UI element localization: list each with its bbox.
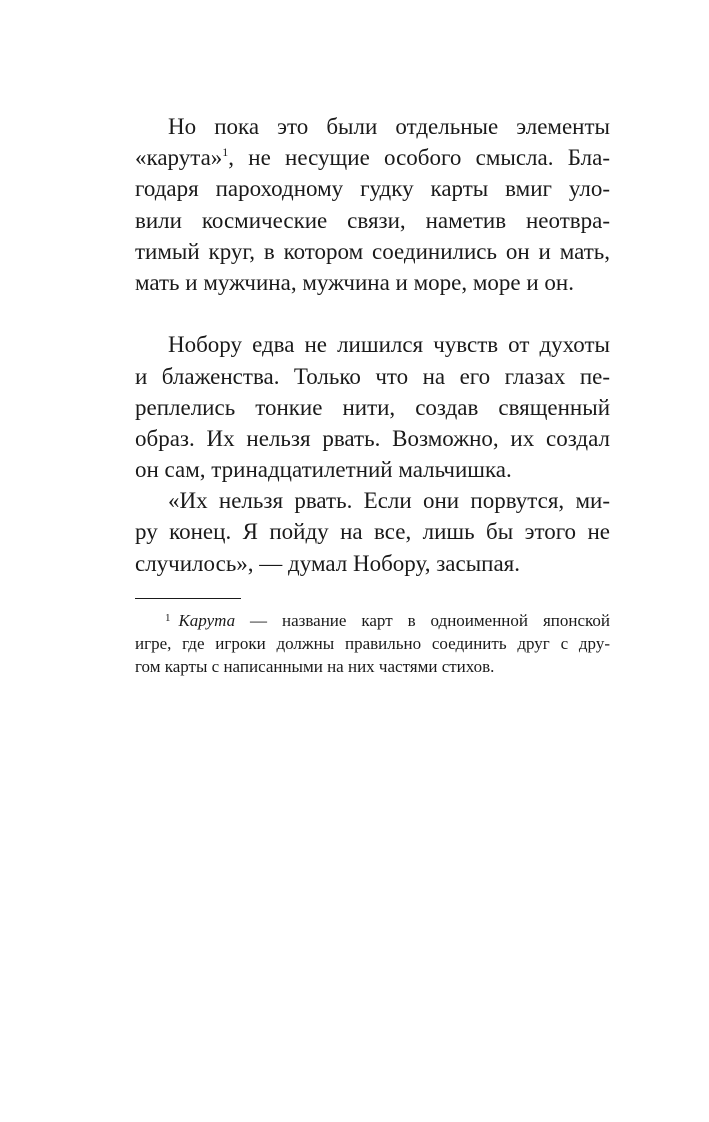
text-line: и блаженства. Только что на его глазах пе-	[135, 363, 610, 389]
footnote	[135, 609, 610, 678]
text-line	[135, 142, 610, 173]
footnote-term: Карута	[178, 611, 236, 630]
footnote-line: гом карты с написанными на них частями стихов.	[135, 657, 495, 676]
text-fragment: , не несущие особого смысла. Бла-	[228, 145, 610, 171]
paragraph-3	[135, 485, 610, 579]
text-line: тимый круг, в котором соединились он и мать,	[135, 238, 610, 264]
paragraph-spacer	[135, 298, 610, 329]
paragraph-2	[135, 329, 610, 485]
footnote-line: игре, где игроки должны правильно соединить друг с дру-	[135, 634, 610, 653]
text-line: Нобору едва не лишился чувств от духоты	[168, 332, 610, 358]
text-line: ру конец. Я пойду на все, лишь бы этого не	[135, 519, 610, 545]
text-line: случилось», — думал Нобору, засыпая.	[135, 550, 521, 576]
text-fragment: «карута»	[135, 145, 223, 171]
text-line: «Их нельзя рвать. Если они порвутся, ми-	[168, 488, 610, 514]
text-line: мать и мужчина, мужчина и море, море и он.	[135, 269, 574, 295]
text-line: реплелись тонкие нити, создав священный	[135, 394, 610, 420]
footnote-marker: 1	[165, 612, 171, 624]
text-line: вили космические связи, наметив неотвра-	[135, 207, 610, 233]
main-text	[135, 111, 610, 579]
text-line: он сам, тринадцатилетний мальчишка.	[135, 457, 512, 483]
text-line: Но пока это были отдельные элементы	[168, 114, 610, 139]
text-line: годаря пароходному гудку карты вмиг уло-	[135, 176, 610, 202]
paragraph-1	[135, 111, 610, 298]
footnote-text: — название карт в одноименной японской	[235, 611, 610, 630]
footnote-reference[interactable]: 1	[222, 145, 229, 160]
footnote-line	[135, 609, 610, 632]
footnote-divider	[135, 598, 241, 599]
text-line: образ. Их нельзя рвать. Возможно, их создал	[135, 425, 610, 451]
